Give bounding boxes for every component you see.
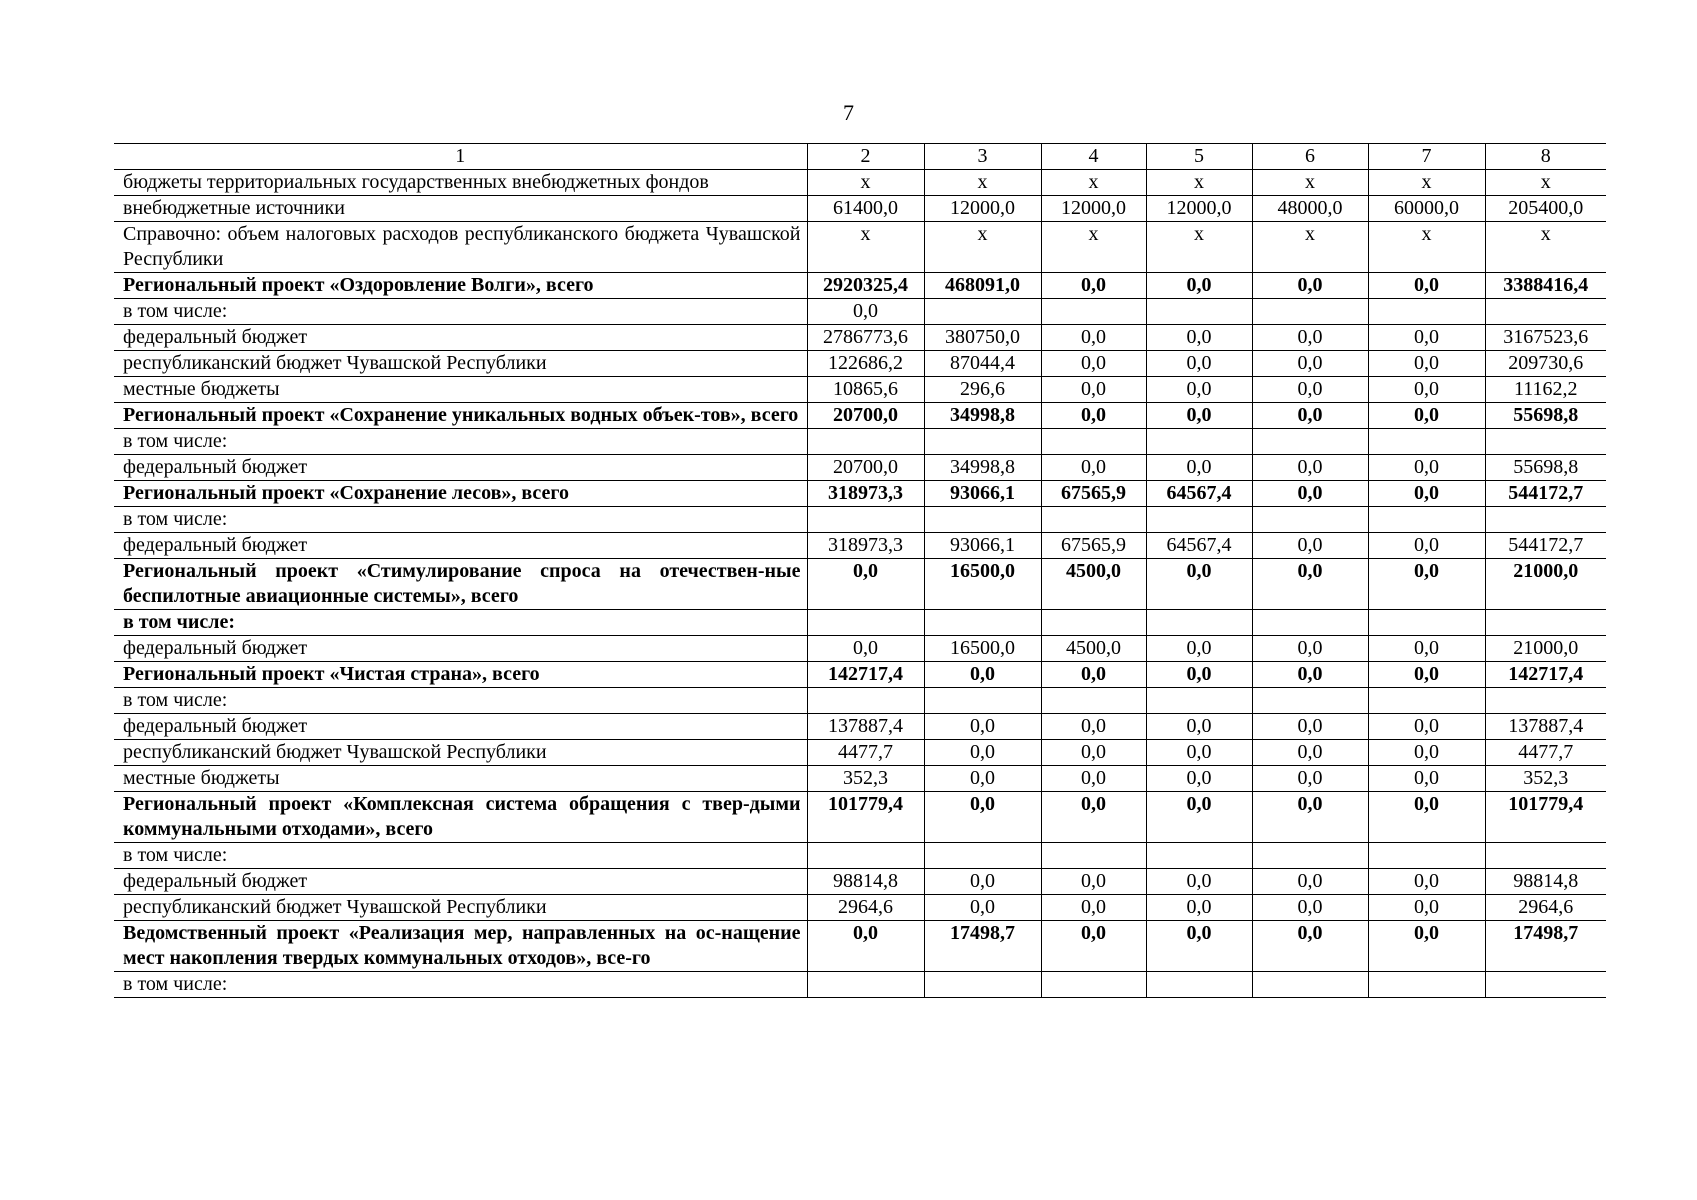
- table-cell: [1368, 429, 1485, 455]
- table-cell: 21000,0: [1485, 559, 1606, 610]
- column-header: 5: [1146, 144, 1252, 170]
- row-label: Справочно: объем налоговых расходов республиканского бюджета Чувашской Республики: [114, 222, 807, 273]
- column-header: 4: [1041, 144, 1146, 170]
- table-cell: 67565,9: [1041, 481, 1146, 507]
- table-cell: [1041, 507, 1146, 533]
- table-cell: [924, 688, 1041, 714]
- table-cell: 0,0: [1146, 636, 1252, 662]
- row-label: в том числе:: [114, 429, 807, 455]
- table-cell: [1041, 972, 1146, 998]
- table-cell: 137887,4: [1485, 714, 1606, 740]
- row-label: местные бюджеты: [114, 377, 807, 403]
- table-row: [114, 610, 1606, 636]
- table-cell: 0,0: [807, 299, 924, 325]
- table-cell: 209730,6: [1485, 351, 1606, 377]
- row-label: в том числе:: [114, 688, 807, 714]
- table-cell: [1252, 429, 1368, 455]
- table-cell: х: [924, 170, 1041, 196]
- table-cell: 2786773,6: [807, 325, 924, 351]
- table-cell: 12000,0: [924, 196, 1041, 222]
- table-row: [114, 792, 1606, 843]
- row-label: республиканский бюджет Чувашской Республики: [114, 351, 807, 377]
- row-label: федеральный бюджет: [114, 869, 807, 895]
- table-cell: [1146, 688, 1252, 714]
- row-label: Региональный проект «Комплексная система обращения с твер-дыми коммунальными отходами», всего: [114, 792, 807, 843]
- table-cell: 2964,6: [807, 895, 924, 921]
- table-cell: [1146, 507, 1252, 533]
- table-cell: х: [1368, 170, 1485, 196]
- table-cell: 0,0: [924, 766, 1041, 792]
- table-cell: [1368, 299, 1485, 325]
- table-cell: х: [1485, 222, 1606, 273]
- table-cell: 4477,7: [1485, 740, 1606, 766]
- table-cell: 0,0: [1368, 740, 1485, 766]
- table-cell: 0,0: [1041, 351, 1146, 377]
- table-cell: 0,0: [924, 895, 1041, 921]
- table-cell: 17498,7: [924, 921, 1041, 972]
- table-cell: 0,0: [1252, 351, 1368, 377]
- row-label: Региональный проект «Оздоровление Волги», всего: [114, 273, 807, 299]
- column-header: 8: [1485, 144, 1606, 170]
- table-cell: 0,0: [807, 921, 924, 972]
- table-cell: [1485, 610, 1606, 636]
- table-cell: [1368, 688, 1485, 714]
- table-cell: 4477,7: [807, 740, 924, 766]
- table-cell: х: [924, 222, 1041, 273]
- table-cell: 142717,4: [807, 662, 924, 688]
- table-row: [114, 481, 1606, 507]
- table-cell: 20700,0: [807, 403, 924, 429]
- table-cell: [1252, 610, 1368, 636]
- row-label: бюджеты территориальных государственных внебюджетных фондов: [114, 170, 807, 196]
- table-cell: 0,0: [1146, 351, 1252, 377]
- table-cell: х: [1368, 222, 1485, 273]
- table-cell: 0,0: [1368, 869, 1485, 895]
- table-cell: 0,0: [1252, 481, 1368, 507]
- table-cell: [1146, 299, 1252, 325]
- table-row: [114, 377, 1606, 403]
- row-label: республиканский бюджет Чувашской Республики: [114, 740, 807, 766]
- table-cell: 0,0: [1368, 559, 1485, 610]
- table-cell: х: [1041, 222, 1146, 273]
- table-cell: х: [1252, 170, 1368, 196]
- table-cell: 0,0: [1252, 559, 1368, 610]
- table-cell: 12000,0: [1146, 196, 1252, 222]
- row-label: федеральный бюджет: [114, 325, 807, 351]
- table-cell: [807, 610, 924, 636]
- table-row: [114, 972, 1606, 998]
- table-cell: 0,0: [1368, 325, 1485, 351]
- row-label: Ведомственный проект «Реализация мер, направленных на ос-нащение мест накопления твердых коммунальных отходов», все-го: [114, 921, 807, 972]
- row-label: федеральный бюджет: [114, 533, 807, 559]
- table-cell: [924, 972, 1041, 998]
- table-cell: 137887,4: [807, 714, 924, 740]
- table-cell: 4500,0: [1041, 559, 1146, 610]
- table-row: [114, 351, 1606, 377]
- row-label: Региональный проект «Сохранение уникальных водных объек-тов», всего: [114, 403, 807, 429]
- row-label: внебюджетные источники: [114, 196, 807, 222]
- table-cell: х: [807, 170, 924, 196]
- table-row: [114, 507, 1606, 533]
- table-cell: 0,0: [1252, 662, 1368, 688]
- table-cell: 0,0: [1041, 766, 1146, 792]
- table-cell: [1146, 972, 1252, 998]
- table-row: [114, 325, 1606, 351]
- table-cell: [1146, 429, 1252, 455]
- table-cell: 0,0: [1252, 636, 1368, 662]
- row-label: местные бюджеты: [114, 766, 807, 792]
- table-cell: [1485, 843, 1606, 869]
- table-cell: 55698,8: [1485, 455, 1606, 481]
- table-cell: 20700,0: [807, 455, 924, 481]
- table-cell: [1485, 688, 1606, 714]
- row-label: федеральный бюджет: [114, 714, 807, 740]
- table-cell: 318973,3: [807, 481, 924, 507]
- table-cell: 544172,7: [1485, 533, 1606, 559]
- table-cell: [1252, 507, 1368, 533]
- table-cell: 0,0: [1368, 714, 1485, 740]
- table-cell: 3167523,6: [1485, 325, 1606, 351]
- table-cell: 0,0: [1252, 895, 1368, 921]
- table-cell: 0,0: [1252, 869, 1368, 895]
- table-cell: 0,0: [924, 740, 1041, 766]
- table-cell: 0,0: [1146, 325, 1252, 351]
- table-cell: 0,0: [807, 559, 924, 610]
- table-cell: [924, 299, 1041, 325]
- table-row: [114, 403, 1606, 429]
- table-cell: [1485, 299, 1606, 325]
- table-cell: 0,0: [1252, 921, 1368, 972]
- table-cell: 10865,6: [807, 377, 924, 403]
- table-row: [114, 662, 1606, 688]
- table-cell: 48000,0: [1252, 196, 1368, 222]
- table-cell: 17498,7: [1485, 921, 1606, 972]
- table-header-row: [114, 144, 1606, 170]
- table-cell: 122686,2: [807, 351, 924, 377]
- table-cell: х: [1041, 170, 1146, 196]
- table-cell: 0,0: [1146, 766, 1252, 792]
- table-cell: 16500,0: [924, 636, 1041, 662]
- table-cell: 0,0: [1252, 273, 1368, 299]
- table-cell: 0,0: [924, 662, 1041, 688]
- table-cell: [924, 843, 1041, 869]
- table-cell: 0,0: [1041, 325, 1146, 351]
- table-row: [114, 299, 1606, 325]
- row-label: в том числе:: [114, 972, 807, 998]
- table-cell: 0,0: [924, 792, 1041, 843]
- table-row: [114, 429, 1606, 455]
- table-cell: 60000,0: [1368, 196, 1485, 222]
- table-row: [114, 222, 1606, 273]
- table-cell: [1485, 972, 1606, 998]
- table-cell: [1368, 843, 1485, 869]
- table-cell: 0,0: [1041, 740, 1146, 766]
- table-cell: 0,0: [1368, 662, 1485, 688]
- table-cell: 93066,1: [924, 533, 1041, 559]
- table-cell: [1041, 843, 1146, 869]
- table-cell: 296,6: [924, 377, 1041, 403]
- row-label: Региональный проект «Чистая страна», всего: [114, 662, 807, 688]
- table-cell: [807, 972, 924, 998]
- column-header: 3: [924, 144, 1041, 170]
- table-cell: 0,0: [1368, 481, 1485, 507]
- table-cell: 0,0: [1252, 533, 1368, 559]
- table-cell: 544172,7: [1485, 481, 1606, 507]
- table-cell: 0,0: [1368, 351, 1485, 377]
- table-cell: 12000,0: [1041, 196, 1146, 222]
- row-label: федеральный бюджет: [114, 636, 807, 662]
- table-cell: 468091,0: [924, 273, 1041, 299]
- table-cell: х: [807, 222, 924, 273]
- table-cell: 0,0: [1146, 662, 1252, 688]
- row-label: федеральный бюджет: [114, 455, 807, 481]
- table-cell: 0,0: [1368, 895, 1485, 921]
- table-cell: 87044,4: [924, 351, 1041, 377]
- table-row: [114, 740, 1606, 766]
- table-cell: 0,0: [1146, 559, 1252, 610]
- table-row: [114, 869, 1606, 895]
- table-row: [114, 533, 1606, 559]
- table-row: [114, 273, 1606, 299]
- table-cell: 0,0: [1041, 273, 1146, 299]
- table-cell: 0,0: [1041, 377, 1146, 403]
- row-label: в том числе:: [114, 843, 807, 869]
- table-cell: 352,3: [1485, 766, 1606, 792]
- table-cell: 64567,4: [1146, 533, 1252, 559]
- table-cell: 0,0: [1146, 714, 1252, 740]
- table-row: [114, 766, 1606, 792]
- table-row: [114, 843, 1606, 869]
- table-cell: 67565,9: [1041, 533, 1146, 559]
- table-row: [114, 636, 1606, 662]
- table-cell: 0,0: [1368, 921, 1485, 972]
- row-label: в том числе:: [114, 610, 807, 636]
- table-cell: 34998,8: [924, 403, 1041, 429]
- table-cell: х: [1485, 170, 1606, 196]
- table-cell: 352,3: [807, 766, 924, 792]
- table-cell: 98814,8: [1485, 869, 1606, 895]
- table-cell: х: [1146, 222, 1252, 273]
- table-cell: 0,0: [807, 636, 924, 662]
- table-cell: [1368, 610, 1485, 636]
- table-cell: 64567,4: [1146, 481, 1252, 507]
- table-cell: 0,0: [1252, 792, 1368, 843]
- table-cell: х: [1146, 170, 1252, 196]
- table-cell: 0,0: [1252, 740, 1368, 766]
- table-cell: 0,0: [1041, 921, 1146, 972]
- row-label: в том числе:: [114, 299, 807, 325]
- row-label: Региональный проект «Стимулирование спроса на отечествен-ные беспилотные авиационные системы», всего: [114, 559, 807, 610]
- table-cell: 0,0: [1368, 455, 1485, 481]
- table-cell: 205400,0: [1485, 196, 1606, 222]
- table-cell: 0,0: [1041, 869, 1146, 895]
- table-cell: 0,0: [1146, 377, 1252, 403]
- table-cell: 0,0: [1368, 273, 1485, 299]
- table-cell: 21000,0: [1485, 636, 1606, 662]
- table-cell: 0,0: [1146, 403, 1252, 429]
- table-cell: 0,0: [1041, 792, 1146, 843]
- column-header: 1: [114, 144, 807, 170]
- table-cell: 3388416,4: [1485, 273, 1606, 299]
- table-cell: [1041, 429, 1146, 455]
- table-row: [114, 895, 1606, 921]
- table-row: [114, 170, 1606, 196]
- table-cell: [807, 688, 924, 714]
- table-row: [114, 196, 1606, 222]
- table-cell: 0,0: [1146, 273, 1252, 299]
- table-cell: 0,0: [1252, 403, 1368, 429]
- table-cell: 0,0: [1368, 766, 1485, 792]
- table-cell: 0,0: [924, 869, 1041, 895]
- row-label: в том числе:: [114, 507, 807, 533]
- budget-table: [114, 143, 1606, 998]
- table-row: [114, 714, 1606, 740]
- table-cell: 0,0: [1146, 740, 1252, 766]
- table-cell: 0,0: [1041, 662, 1146, 688]
- table-cell: 98814,8: [807, 869, 924, 895]
- table-cell: 2964,6: [1485, 895, 1606, 921]
- table-cell: 4500,0: [1041, 636, 1146, 662]
- table-cell: [1146, 610, 1252, 636]
- table-cell: [807, 429, 924, 455]
- table-cell: [1368, 507, 1485, 533]
- table-cell: 0,0: [1041, 895, 1146, 921]
- table-cell: [1252, 972, 1368, 998]
- table-cell: 0,0: [1252, 714, 1368, 740]
- table-cell: 101779,4: [1485, 792, 1606, 843]
- table-cell: 0,0: [1146, 455, 1252, 481]
- table-row: [114, 688, 1606, 714]
- table-cell: 55698,8: [1485, 403, 1606, 429]
- table-row: [114, 559, 1606, 610]
- table-cell: 318973,3: [807, 533, 924, 559]
- table-cell: 0,0: [1252, 766, 1368, 792]
- table-cell: [1252, 688, 1368, 714]
- table-cell: 0,0: [1252, 455, 1368, 481]
- table-row: [114, 455, 1606, 481]
- table-cell: 0,0: [1368, 636, 1485, 662]
- page-number: 7: [843, 100, 854, 125]
- table-cell: [924, 507, 1041, 533]
- table-cell: 0,0: [1252, 325, 1368, 351]
- table-cell: [1041, 610, 1146, 636]
- table-cell: [1041, 688, 1146, 714]
- table-cell: 0,0: [1368, 403, 1485, 429]
- table-cell: [807, 843, 924, 869]
- table-cell: 11162,2: [1485, 377, 1606, 403]
- table-cell: 0,0: [924, 714, 1041, 740]
- table-cell: 101779,4: [807, 792, 924, 843]
- table-cell: [1368, 972, 1485, 998]
- table-cell: 0,0: [1041, 714, 1146, 740]
- column-header: 6: [1252, 144, 1368, 170]
- row-label: республиканский бюджет Чувашской Республики: [114, 895, 807, 921]
- table-cell: [1485, 507, 1606, 533]
- table-cell: 0,0: [1252, 377, 1368, 403]
- table-cell: 93066,1: [924, 481, 1041, 507]
- table-cell: [1485, 429, 1606, 455]
- table-cell: 0,0: [1368, 533, 1485, 559]
- column-header: 2: [807, 144, 924, 170]
- table-cell: [924, 610, 1041, 636]
- table-cell: 0,0: [1146, 895, 1252, 921]
- table-cell: 0,0: [1146, 792, 1252, 843]
- table-cell: 142717,4: [1485, 662, 1606, 688]
- table-cell: х: [1252, 222, 1368, 273]
- table-cell: [1146, 843, 1252, 869]
- table-cell: 16500,0: [924, 559, 1041, 610]
- table-cell: 0,0: [1041, 455, 1146, 481]
- table-cell: 34998,8: [924, 455, 1041, 481]
- table-cell: 0,0: [1041, 403, 1146, 429]
- table-body: [114, 170, 1606, 998]
- table-row: [114, 921, 1606, 972]
- table-cell: [1252, 299, 1368, 325]
- table-cell: [924, 429, 1041, 455]
- table-cell: [1252, 843, 1368, 869]
- row-label: Региональный проект «Сохранение лесов», всего: [114, 481, 807, 507]
- table-cell: [807, 507, 924, 533]
- table-cell: 0,0: [1146, 869, 1252, 895]
- table-cell: [1041, 299, 1146, 325]
- table-cell: 0,0: [1368, 377, 1485, 403]
- table-cell: 0,0: [1368, 792, 1485, 843]
- table-cell: 61400,0: [807, 196, 924, 222]
- column-header: 7: [1368, 144, 1485, 170]
- table-cell: 2920325,4: [807, 273, 924, 299]
- table-cell: 0,0: [1146, 921, 1252, 972]
- table-cell: 380750,0: [924, 325, 1041, 351]
